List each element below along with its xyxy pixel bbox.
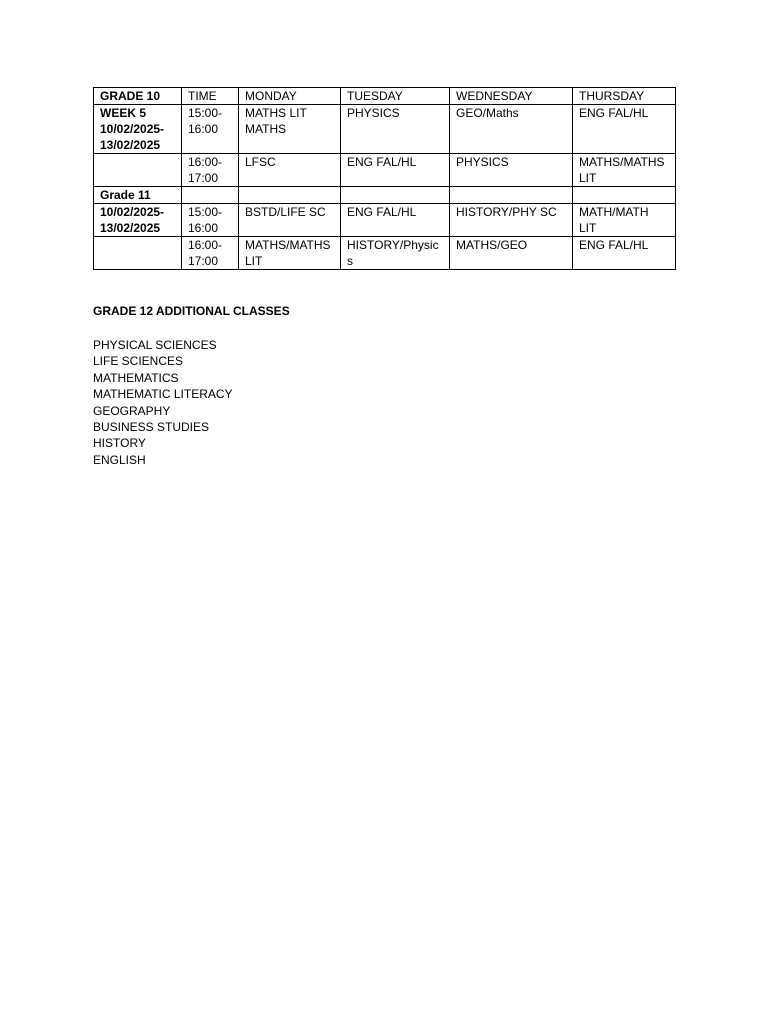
table-row — [94, 237, 676, 270]
thursday-cell — [573, 187, 676, 204]
list-item: HISTORY — [93, 436, 146, 451]
monday-subject-2: MATHS — [245, 122, 287, 136]
header-tuesday: TUESDAY — [341, 88, 450, 105]
wednesday-cell: MATHS/GEO — [450, 237, 573, 270]
monday-cell: LFSC — [239, 154, 341, 187]
list-item: PHYSICAL SCIENCES — [93, 338, 217, 352]
tuesday-cell — [341, 187, 450, 204]
thursday-cell: MATH/MATH LIT — [573, 204, 676, 237]
monday-cell — [239, 187, 341, 204]
list-item: MATHEMATICS — [93, 370, 179, 385]
table-row — [94, 187, 676, 204]
list-item: LIFE SCIENCES — [93, 354, 184, 369]
table-row — [94, 105, 676, 154]
wednesday-cell — [450, 187, 573, 204]
monday-cell — [239, 105, 341, 154]
monday-subject-1: MATHS LIT — [245, 106, 307, 120]
tuesday-cell: ENG FAL/HL — [341, 204, 450, 237]
list-item: BUSINESS STUDIES — [93, 420, 210, 435]
week-label: WEEK 5 — [100, 106, 147, 120]
time-cell: 15:00-16:00 — [182, 105, 239, 154]
header-wednesday: WEDNESDAY — [450, 88, 573, 105]
list-item: ENGLISH — [93, 452, 146, 467]
tuesday-cell: HISTORY/Physics — [341, 237, 450, 270]
thursday-cell: ENG FAL/HL — [573, 237, 676, 270]
row-label — [94, 154, 182, 187]
row-label — [94, 105, 182, 154]
header-grade: GRADE 10 — [94, 88, 182, 105]
tuesday-cell: ENG FAL/HL — [341, 154, 450, 187]
time-cell — [182, 187, 239, 204]
row-label — [94, 237, 182, 270]
list-item: GEOGRAPHY — [93, 403, 171, 418]
monday-cell: MATHS/MATHS LIT — [239, 237, 341, 270]
table-header-row — [94, 88, 676, 105]
wednesday-cell: PHYSICS — [450, 154, 573, 187]
additional-classes-heading: GRADE 12 ADDITIONAL CLASSES — [93, 304, 290, 318]
thursday-cell: MATHS/MATHS LIT — [573, 154, 676, 187]
timetable — [93, 87, 676, 270]
wednesday-cell: HISTORY/PHY SC — [450, 204, 573, 237]
time-cell: 15:00-16:00 — [182, 204, 239, 237]
monday-cell: BSTD/LIFE SC — [239, 204, 341, 237]
grade-label: Grade 11 — [94, 187, 182, 204]
table-row — [94, 154, 676, 187]
subject-list — [93, 337, 233, 468]
thursday-cell: ENG FAL/HL — [573, 105, 676, 154]
time-cell: 16:00-17:00 — [182, 154, 239, 187]
header-monday: MONDAY — [239, 88, 341, 105]
wednesday-cell: GEO/Maths — [450, 105, 573, 154]
date-range: 10/02/2025-13/02/2025 — [94, 204, 182, 237]
time-cell: 16:00-17:00 — [182, 237, 239, 270]
header-thursday: THURSDAY — [573, 88, 676, 105]
list-item: MATHEMATIC LITERACY — [93, 387, 233, 402]
date-range: 10/02/2025-13/02/2025 — [100, 122, 165, 152]
header-time: TIME — [182, 88, 239, 105]
tuesday-cell: PHYSICS — [341, 105, 450, 154]
table-row — [94, 204, 676, 237]
